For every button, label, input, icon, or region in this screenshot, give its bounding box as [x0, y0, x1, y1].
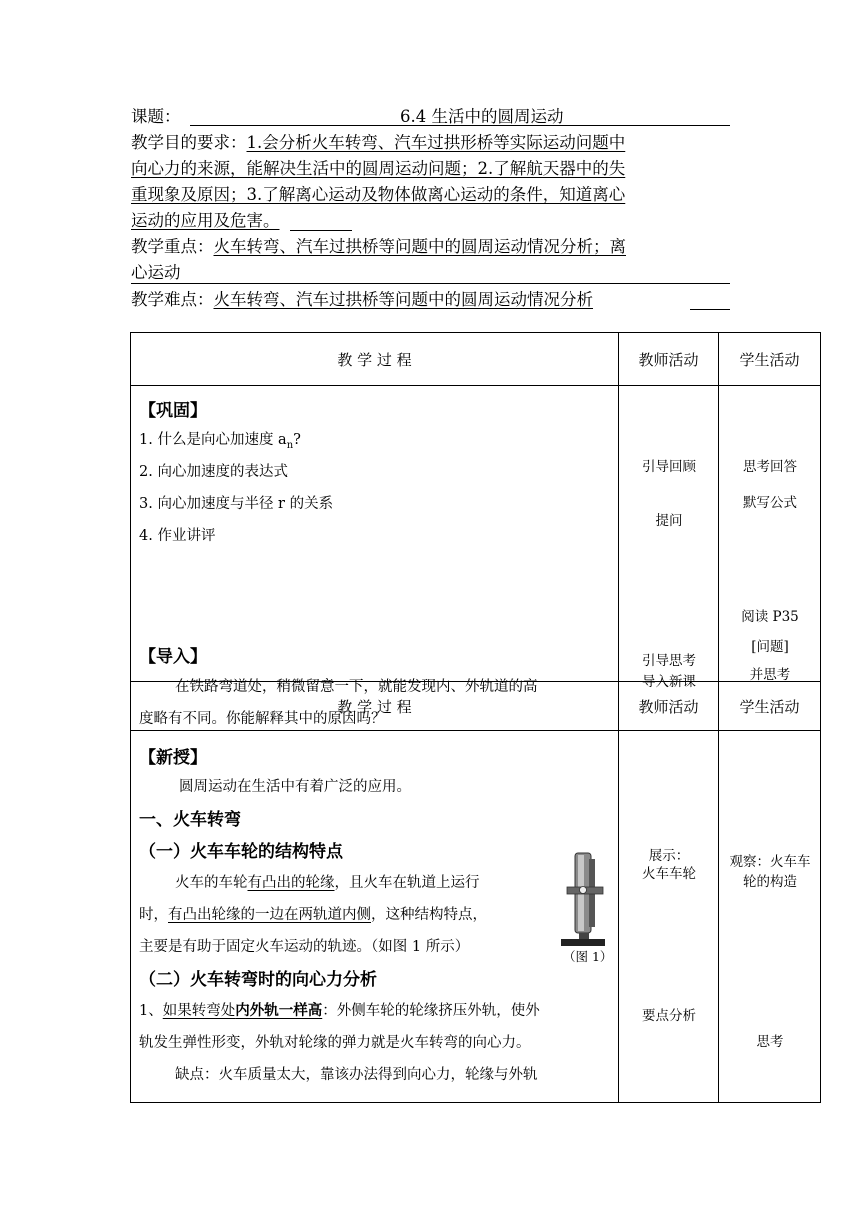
student-think-answer: 思考回答	[743, 459, 797, 475]
objectives-line-4	[131, 208, 731, 234]
key-text-2: 心运动	[131, 263, 181, 282]
col-teacher-header-2: 教师活动	[619, 682, 719, 731]
col-teacher-header: 教师活动	[619, 333, 719, 386]
new-process-cell	[131, 731, 619, 1103]
teacher-guide-review: 引导回顾	[642, 459, 696, 475]
force-text-u1: 如果转弯处	[162, 1003, 236, 1019]
topic-label: 课题：	[131, 107, 181, 126]
objectives-line-1	[131, 130, 731, 156]
force-para-line-3: 缺点：火车质量太大，靠该办法得到向心力，轮缘与外轨	[175, 1067, 538, 1083]
wheel-text-b: ，且火车在轨道上运行	[334, 875, 480, 891]
key-underline	[131, 283, 730, 284]
apps-line: 圆周运动在生活中有着广泛的应用。	[179, 779, 411, 795]
review-item-1-end: ?	[293, 432, 301, 448]
review-item-1-text: 1. 什么是向心加速度 a	[139, 432, 287, 448]
train-wheel-figure	[559, 851, 609, 947]
wheel-text-a: 火车的车轮	[175, 875, 248, 891]
teacher-key-analysis: 要点分析	[642, 1008, 696, 1024]
force-text-u2: 内外轨一样高	[235, 1002, 323, 1019]
student-read: 阅读 P35	[741, 609, 799, 625]
teacher-intro-new: 导入新课	[642, 674, 696, 690]
wheel-para-line-2	[139, 899, 487, 931]
difficulty-label: 教学难点：	[131, 290, 214, 309]
review-item-1-sub: n	[286, 439, 294, 451]
topic-value: 6.4 生活中的圆周运动	[400, 107, 564, 126]
wheel-para-line-3: 主要是有助于固定火车运动的轨迹。（如图 1 所示）	[139, 939, 470, 955]
col-process-header-2: 教 学 过 程	[131, 682, 619, 731]
difficulty-text: 火车转弯、汽车过拱桥等问题中的圆周运动情况分析	[213, 290, 593, 309]
wheel-text-c: 时，	[139, 907, 168, 923]
table-header-row-1	[131, 333, 821, 386]
review-item-2: 2. 向心加速度的表达式	[139, 464, 288, 480]
heading-force-analysis: （二）火车转弯时的向心力分析	[139, 970, 377, 990]
new-lesson-title: 【新授】	[139, 748, 207, 768]
objectives-text-3: 重现象及原因；3.了解离心运动及物体做离心运动的条件，知道离心	[131, 185, 626, 204]
wheel-text-u1: 有凸出的轮缘	[247, 875, 335, 891]
force-para-line-1	[139, 995, 540, 1027]
heading-train-turn: 一、火车转弯	[139, 810, 241, 830]
table-row-new-lesson	[131, 731, 821, 1103]
intro-line-2: 度略有不同。你能解释其中的原因吗？	[139, 711, 386, 727]
student-write-formula: 默写公式	[743, 495, 797, 511]
review-item-4: 4. 作业讲评	[139, 528, 216, 544]
col-process-header: 教 学 过 程	[131, 333, 619, 386]
student-think-2: 思考	[756, 1034, 784, 1050]
lesson-table	[130, 332, 821, 1103]
wheel-para-line-1	[175, 867, 480, 899]
objectives-text-2: 向心力的来源，能解决生活中的圆周运动问题；2.了解航天器中的失	[131, 159, 626, 178]
objectives-text-4: 运动的应用及危害。	[131, 211, 280, 230]
student-observe: 观察：火车车	[729, 854, 811, 870]
force-text-b: ：外侧车轮的轮缘挤压外轨，使外	[322, 1003, 540, 1019]
heading-wheel-structure: （一）火车车轮的结构特点	[139, 842, 343, 862]
difficulty-line	[131, 287, 731, 313]
wheel-text-u2: 有凸出轮缘的一边在两轨道内侧	[168, 907, 371, 923]
student-question: [问题]	[751, 639, 789, 655]
table-row-review	[131, 386, 821, 682]
teacher-guide-think: 引导思考	[642, 653, 696, 669]
consolidate-title: 【巩固】	[139, 401, 207, 421]
teacher-show: 展示：	[648, 848, 690, 864]
intro-title: 【导入】	[139, 647, 207, 667]
review-teacher-cell	[619, 386, 719, 690]
force-para-line-2: 轨发生弹性形变，外轨对轮缘的弹力就是火车转弯的向心力。	[139, 1035, 531, 1051]
review-student-cell	[719, 386, 821, 682]
difficulty-underline-tail	[690, 309, 730, 310]
figure-caption: （图 1）	[563, 949, 613, 964]
teacher-wheel: 火车车轮	[642, 866, 696, 882]
teacher-ask: 提问	[655, 513, 683, 529]
objectives-label: 教学目的要求：	[131, 133, 247, 152]
intro-line-1: 在铁路弯道处，稍微留意一下，就能发现内、外轨道的高	[175, 679, 538, 695]
review-item-3: 3. 向心加速度与半径 r 的关系	[139, 496, 334, 512]
force-text-a: 1、	[139, 1003, 163, 1019]
key-line-1	[131, 234, 731, 260]
new-student-cell	[719, 731, 821, 1103]
objectives-text-1: 1.会分析火车转弯、汽车过拱形桥等实际运动问题中	[246, 133, 626, 152]
key-label: 教学重点：	[131, 237, 214, 256]
col-student-header: 学生活动	[719, 333, 821, 386]
col-student-header-2: 学生活动	[719, 682, 821, 731]
key-text-1: 火车转弯、汽车过拱桥等问题中的圆周运动情况分析；离	[213, 237, 626, 256]
student-wheel-structure: 轮的构造	[743, 874, 797, 890]
new-teacher-cell	[619, 731, 719, 1103]
student-think: 并思考	[749, 667, 791, 683]
wheel-text-d: ，这种结构特点，	[371, 907, 487, 923]
objectives-underline-tail	[290, 230, 352, 231]
